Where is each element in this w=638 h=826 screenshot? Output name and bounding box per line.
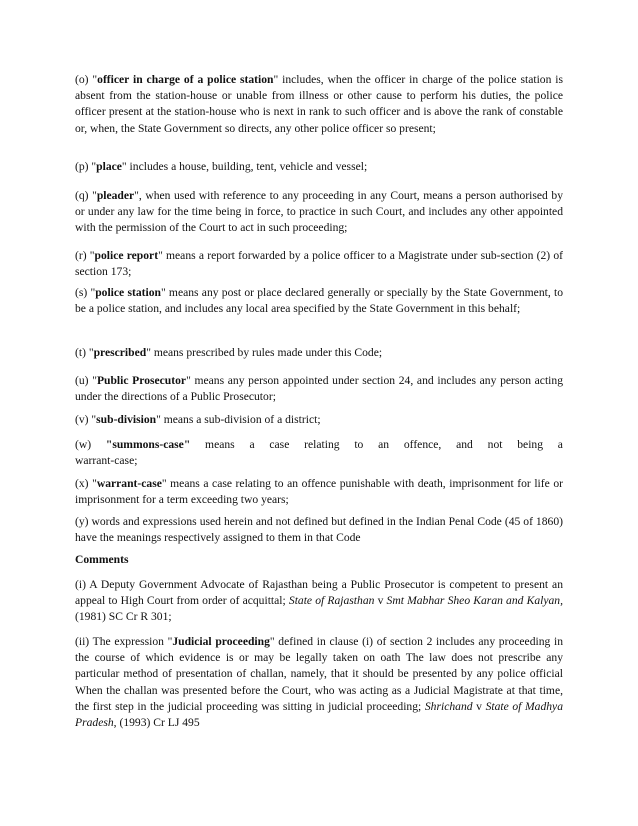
comment-1-case-party-1: State of Rajasthan (288, 594, 375, 608)
clause-w-word: a (249, 438, 255, 451)
clause-r-term: police report (94, 249, 159, 262)
clause-o-prefix: (o) " (75, 73, 98, 86)
clause-w-word: and (456, 438, 473, 451)
clause-w-word: a (557, 438, 563, 451)
clause-s-text: " means any post or place declared generally or specially by the State Government, to be a police station, and includes any local area specified by the State Government in this behalf; (75, 286, 564, 316)
clause-w-word: case (269, 438, 290, 451)
comment-2-term: Judicial proceeding (172, 635, 270, 648)
clause-p-term: place (96, 160, 122, 173)
comment-2-versus: v (472, 699, 486, 713)
clause-r-text: " means a report forwarded by a police officer to a Magistrate under sub-section (2) of section 173; (75, 249, 563, 279)
clause-w (75, 437, 563, 469)
comments-heading: Comments (75, 553, 129, 566)
clause-x-term: warrant-case (96, 477, 162, 490)
comment-2-citation: , (1993) Cr LJ 495 (113, 716, 200, 730)
clause-t (75, 345, 563, 361)
clause-v-term: sub-division (96, 413, 157, 426)
clause-w-line-2: warrant-case; (75, 454, 138, 468)
clause-w-word: relating (304, 438, 340, 451)
comment-1 (75, 577, 563, 626)
clause-u-text: " means any person appointed under section 24, and includes any person acting under the directions of a Public Prosecutor; (75, 374, 563, 404)
clause-x-prefix: (x) " (75, 477, 97, 490)
clause-v-prefix: (v) " (75, 413, 97, 426)
clause-u (75, 373, 563, 405)
clause-w-word: being (517, 438, 544, 451)
clause-p (75, 159, 563, 175)
comment-1-citation: (1981) SC Cr R 301; (75, 610, 172, 624)
clause-q-term: pleader (96, 189, 135, 202)
comment-2 (75, 634, 563, 731)
clause-q-prefix: (q) " (75, 189, 97, 202)
clause-w-word: means (205, 438, 235, 451)
clause-x (75, 476, 563, 508)
comment-2-prefix: (ii) The expression " (75, 635, 173, 648)
comment-2-text: " defined in clause (i) of section 2 includes any proceeding in the course of which evidence is or may be legally taken on oath The law does not prescribe any particular method of presentation of challan, namely, that it should be presented by any police official When the challan was presented before the Court, who was acting as a Judicial Magistrate at that time, the first step in the judicial proceeding was sitting in judicial proceeding; (75, 635, 564, 713)
comment-2-case-party-2: State of Madhya Pradesh (75, 699, 563, 730)
clause-p-text: " includes a house, building, tent, vehicle and vessel; (121, 160, 368, 173)
clause-v (75, 412, 563, 428)
clause-w-word: offence, (403, 438, 442, 451)
clause-t-text: " means prescribed by rules made under this Code; (146, 346, 383, 359)
clause-t-term: prescribed (93, 346, 147, 359)
clause-o-term: officer in charge of a police station (97, 73, 274, 86)
clause-q-text: ", when used with reference to any proceeding in any Court, means a person authorised by or under any law for the time being in force, to practice in such Court, and includes any other appointed with the permission of the Court to act in such proceeding; (75, 189, 563, 235)
comment-1-text: (i) A Deputy Government Advocate of Rajasthan being a Public Prosecutor is competent to present an appeal to High Court from order of acquittal; (75, 578, 563, 608)
clause-w-line-1 (75, 437, 563, 453)
clause-s (75, 285, 563, 317)
clause-y: (y) words and expressions used herein and not defined but defined in the Indian Penal Code (45 of 1860) have the meanings respectively assigned to them in that Code (75, 515, 563, 545)
clause-u-term: Public Prosecutor (96, 374, 187, 387)
comment-2-case-party-1: Shrichand (424, 699, 473, 713)
clause-w-term: "summons-case" (105, 438, 191, 451)
clause-r-prefix: (r) " (75, 249, 95, 262)
clause-x-text: " means a case relating to an offence punishable with death, imprisonment for life or imprisonment for a term exceeding two years; (75, 477, 563, 507)
clause-r (75, 248, 563, 280)
clause-q (75, 188, 563, 237)
clause-o-text: " includes, when the officer in charge of the police station is absent from the station-house or unable from illness or other cause to perform his duties, the police officer present at the station-house who is next in rank to such officer and is above the rank of constable or, when, the State Government so directs, any other police officer so present; (75, 73, 563, 135)
clause-s-term: police station (95, 286, 161, 299)
clause-p-prefix: (p) " (75, 160, 97, 173)
comment-1-versus: v (374, 594, 387, 608)
clause-w-word: not (487, 438, 503, 451)
clause-w-label: (w) (75, 438, 92, 451)
clause-v-text: " means a sub-division of a district; (156, 413, 321, 426)
clause-w-word: to (354, 438, 364, 451)
clause-t-prefix: (t) " (75, 346, 94, 359)
clause-s-prefix: (s) " (75, 286, 96, 299)
clause-u-prefix: (u) " (75, 374, 97, 387)
comment-1-case-party-2: Smt Mabhar Sheo Karan and Kalyan, (386, 594, 563, 608)
clause-o (75, 72, 563, 137)
clause-w-word: an (378, 438, 390, 451)
